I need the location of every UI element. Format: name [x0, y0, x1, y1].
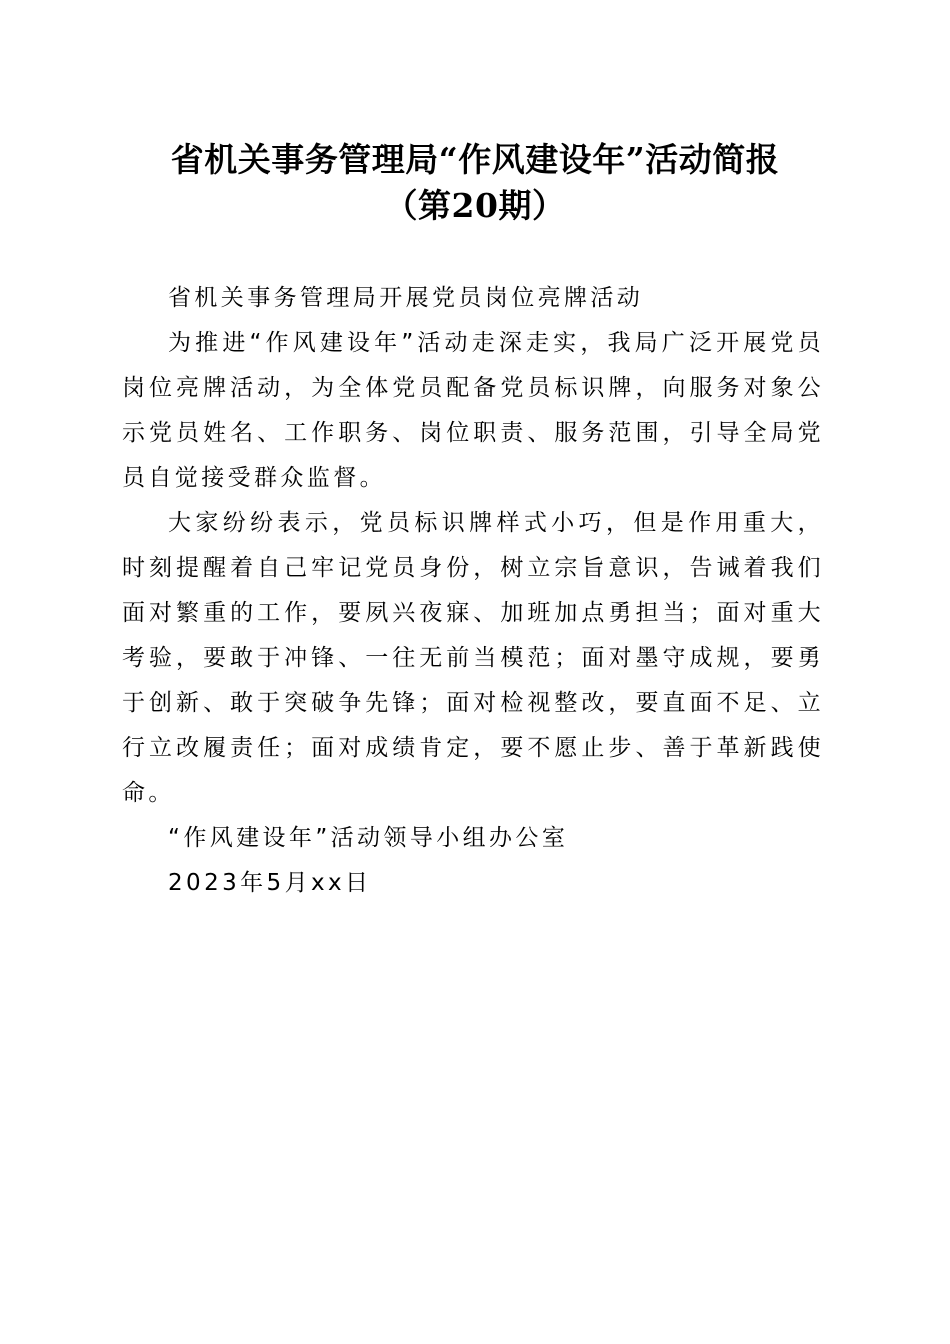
signature: “作风建设年”活动领导小组办公室	[168, 825, 569, 851]
document-title: 省机关事务管理局“作风建设年”活动简报	[170, 140, 780, 179]
paragraph-2: 大家纷纷表示，党员标识牌样式小巧，但是作用重大，时刻提醒着自己牢记党员身份，树立宗旨意识，告诫着我们面对繁重的工作，要夙兴夜寐、加班加点勇担当；面对重大考验，要敢于冲锋、一往无前当模范；面对墨守成规，要勇于创新、敢于突破争先锋；面对检视整改，要直面不足、立行立改履责任；面对成绩肯定，要不愿止步、善于革新践使命。	[122, 510, 824, 806]
issue-number: （第20期）	[384, 186, 566, 225]
paragraph-1: 为推进“作风建设年”活动走深走实，我局广泛开展党员岗位亮牌活动，为全体党员配备党员标识牌，向服务对象公示党员姓名、工作职务、岗位职责、服务范围，引导全局党员自觉接受群众监督。	[122, 330, 824, 491]
document-body	[122, 276, 824, 906]
subtitle: 省机关事务管理局开展党员岗位亮牌活动	[168, 285, 644, 311]
date: 2023年5月xx日	[168, 870, 372, 896]
